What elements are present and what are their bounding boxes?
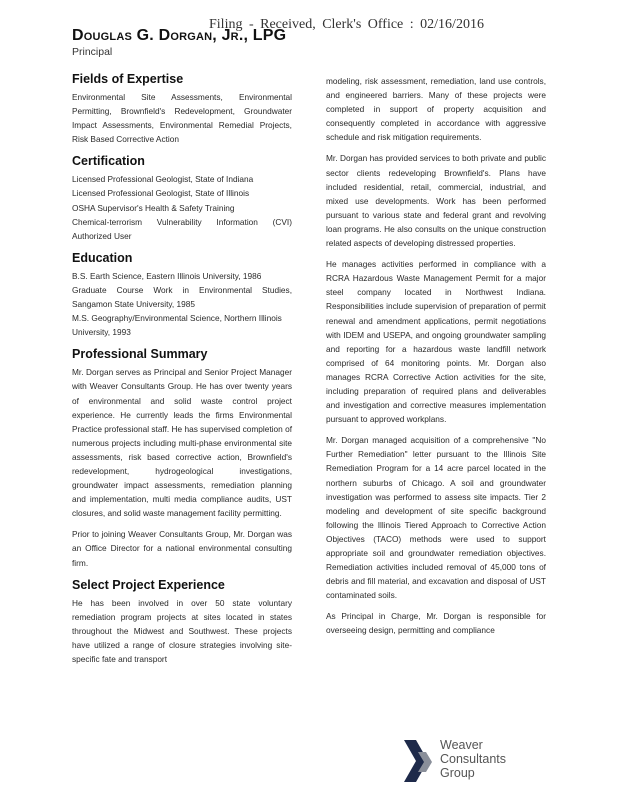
- logo-line: Consultants: [440, 752, 507, 766]
- logo-line: Weaver: [440, 738, 483, 752]
- summary-paragraph: Mr. Dorgan serves as Principal and Senior Project Manager with Weaver Consultants Group. He has over twenty years of environmental and solid waste control project experience. He currently leads the firms Environmental Practice professional staff. He has supervised completion of numerous projects including multi-phase environmental site assessments, risk based corrective action, Brownfield's redevelopment, hydrogeological investigations, groundwater impact assessments, remediation planning and implementation, multi media compliance audits, UST closures, and solid waste management facility permitting.: [72, 367, 292, 519]
- certification-item: Licensed Professional Geologist, State of Indiana: [72, 174, 254, 185]
- filing-stamp: Filing - Received, Clerk's Office : 02/16/2016: [209, 17, 484, 32]
- certification-item: Licensed Professional Geologist, State of Illinois: [72, 188, 250, 199]
- projects-paragraph: He manages activities performed in compliance with a RCRA Hazardous Waste Management Permit for a major steel company located in Northwest Indiana. Responsibilities include supervision of preparation of permit renewal and amendment applications, permit negotiations with IDEM and USEPA, and ongoing groundwater sampling and reporting for a hazardous waste landfill network comprised of 64 monitoring points. Mr. Dorgan also manages RCRA Corrective Action activities for the site, including preparation of required plans and deliverables and investigation and corrective measures implementation pursuant to approved workplans.: [326, 259, 546, 425]
- logo-line: Group: [440, 766, 475, 780]
- education-section: [72, 250, 292, 339]
- certification-item: Chemical-terrorism Vulnerability Information (CVI) Authorized User: [72, 216, 292, 241]
- education-item: M.S. Geography/Environmental Science, Northern Illinois University, 1993: [72, 313, 282, 338]
- expertise-text: Environmental Site Assessments, Environmental Permitting, Brownfield's Redevelopment, Groundwater Impact Assessments, Environmental Remedial Projects, Risk Based Corrective Action: [72, 92, 292, 145]
- projects-paragraph: As Principal in Charge, Mr. Dorgan is responsible for overseeing design, permitting and compliance: [326, 611, 546, 636]
- expertise-section: [72, 71, 292, 146]
- summary-section: [72, 346, 292, 569]
- summary-heading: Professional Summary: [72, 347, 208, 362]
- certification-heading: Certification: [72, 154, 145, 169]
- projects-paragraph: Mr. Dorgan has provided services to both private and public sector clients redeveloping Brownfield's. Plans have included residential, retail, commercial, industrial, and mixed use developments. Work has been performed pursuant to various state and federal grant and revolving loan programs. He also consults on the unique construction related aspects of developing distressed properties.: [326, 153, 546, 249]
- certification-section: [72, 153, 292, 242]
- left-column: [72, 71, 292, 673]
- summary-paragraph: Prior to joining Weaver Consultants Group, Mr. Dorgan was an Office Director for a national environmental consulting firm.: [72, 529, 292, 568]
- education-item: B.S. Earth Science, Eastern Illinois University, 1986: [72, 270, 262, 281]
- logo-text: [440, 738, 506, 780]
- projects-paragraph: modeling, risk assessment, remediation, land use controls, and engineered barriers. Many of these projects were completed in support of property acquisition and consequently completed in accordance with aggressive schedule and risk mitigation requirements.: [326, 76, 546, 143]
- education-item: Graduate Course Work in Environmental Studies, Sangamon State University, 1985: [72, 284, 292, 310]
- employee-name: Douglas G. Dorgan, Jr., LPG: [72, 27, 287, 44]
- projects-paragraph: He has been involved in over 50 state voluntary remediation program projects at sites located in states throughout the Midwest and Southwest. These projects have utilized a range of closure strategies involving site-specific fate and transport: [72, 597, 292, 664]
- projects-paragraph: Mr. Dorgan managed acquisition of a comprehensive "No Further Remediation" letter pursuant to the Illinois Site Remediation Program for a 14 acre parcel located in the northern suburbs of Chicago. A soil and groundwater investigation was performed to assess site impacts. Tier 2 modeling and development of site specific background following the Illinois Tiered Approach to Corrective Action Objectives (TACO) methods were used to support appropriate soil and groundwater remediation objectives. Remediation activities included removal of 45,000 tons of debris and fill material, and excavation and disposal of UST contaminated soils.: [326, 435, 546, 601]
- education-heading: Education: [72, 250, 133, 265]
- certification-item: OSHA Supervisor's Health & Safety Training: [72, 202, 235, 213]
- projects-heading: Select Project Experience: [72, 577, 225, 592]
- right-column: [326, 74, 546, 645]
- projects-section: [72, 577, 292, 666]
- expertise-heading: Fields of Expertise: [72, 72, 184, 86]
- employee-title: Principal: [72, 46, 113, 58]
